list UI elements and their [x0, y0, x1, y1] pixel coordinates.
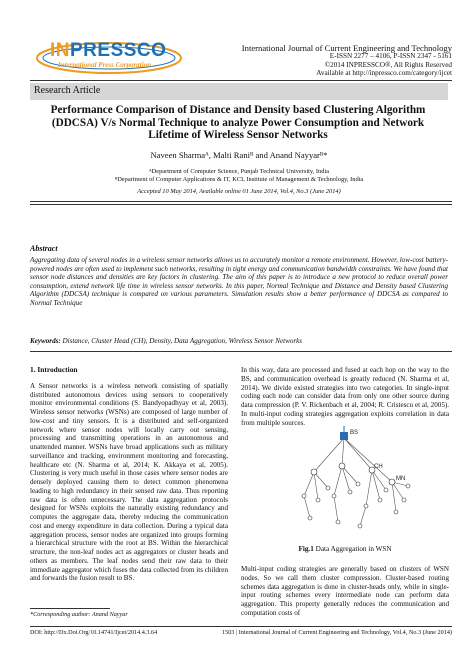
introduction-text: A Sensor networks is a wireless network consisting of spatially distributed autonomous devices using sensors to cooperatively monitor environmental conditions (S. Bandyopadhyay et al, 2003). Wireless sensor networks (WSNs) are composed of large number of low-cost and tiny sensors. It is a distributed and self-organized network where sensor nodes will locally carry out sensing, processing and transmitting operations in an autonomous and unattended manner. WSNs have broad applications such as military surveillance and tracking, environment monitoring and forecasting, healthcare etc (N. Sharma et al, 2014; K. Akkaya et al, 2005). Clustering is very much useful in those cases where sensor nodes are densely deployed causing them to detect common phenomena leading to high redundancy in their sensed raw data. Thus reporting raw data is often unnecessary. The data aggregation protocols designed for WSNs exploits the naturally existing redundancy and computes the aggregate data, thereby reducing the communication cost and energy expenditure in data collection. During a typical data aggregation process, sensor nodes are organized into groups forming a hierarchical structure with the root at BS. Within the hierarchical structure, the non-leaf nodes act as aggregators or cluster heads and others as members. The leaf nodes send their raw data to their immediate aggregator which fuses the data collected from its children and forwards the fusion result to BS.: [30, 381, 228, 583]
affiliations: [30, 168, 448, 183]
right-column-text-top: In this way, data are processed and fused at each hop on the way to the BS, and communication overhead is greatly reduced (N. Sharma et al, 2014). We divide existed strategies into two categories. In single-input coding each node can consider data from only one other source during data compression (P. V. Rickenbach et al, 2004; R. Cristescu et al, 2005). In multi-input coding strategies aggregation exploits correlation in data from multiple sources.: [241, 366, 449, 427]
bs-label: BS: [350, 430, 359, 436]
journal-copyright: ©2014 INPRESSCO®, All Rights Reserved: [324, 60, 452, 69]
right-column-text-bottom: Multi-input coding strategies are generally based on clusters of WSN nodes. So we call them cluster compression. Cluster-based routing schemes data aggregation is done in cluster-heads only, while in single-input routing schemes every intermediate node can perform data aggregation. This property generally reduces the communication and computation costs of: [241, 565, 449, 617]
accepted-line: Accepted 10 May 2014, Available online 01 June 2014, Vol.4, No.3 (June 2014): [137, 188, 341, 195]
page-number-journal: 1503 | International Journal of Current Engineering and Technology, Vol.4, No.3 (June 2014): [222, 629, 452, 636]
journal-issn: E-ISSN 2277 – 4106, P-ISSN 2347 - 5161: [329, 52, 452, 61]
logo-wordmark: INPRESSCO: [50, 40, 167, 61]
keywords-text: Distance, Cluster Head (CH), Density, Data Aggregation, Wireless Sensor Networks: [62, 337, 303, 345]
doi-link[interactable]: DOI: http://Dx.Doi.Org/10.14741/Ijcet/2014.4.3.64: [30, 629, 158, 636]
abstract-rule-top: [30, 201, 452, 202]
abstract-heading: Abstract: [30, 244, 58, 253]
footnote-rule: [30, 608, 110, 609]
logo-tagline: International Press Corporation: [58, 61, 151, 69]
header-rule: [30, 80, 452, 81]
page-footer: [30, 629, 452, 636]
paper-title: Performance Comparison of Distance and Density based Clustering Algorithm (DDCSA) V/s Normal Technique to analyze Power Consumption and Network Lifetime of Wireless Sensor Networks: [50, 104, 426, 142]
figure-caption: [241, 545, 449, 553]
journal-link[interactable]: Available at http://inpressco.com/category/ijcet: [316, 69, 452, 78]
article-type: Research Article: [34, 85, 101, 96]
ch-label: CH: [374, 464, 383, 470]
footer-rule: [30, 626, 452, 627]
abstract-rule-bottom: [30, 351, 452, 352]
authors: Naveen Sharmaᴬ, Malti Raniᴮ and Anand Nayyarᴮ*: [150, 150, 328, 160]
figure-number: Fig.1: [298, 545, 314, 553]
keywords-label: Keywords:: [30, 337, 61, 345]
introduction-heading: 1. Introduction: [30, 365, 78, 374]
journal-info: [242, 44, 452, 78]
wsn-aggregation-figure: [300, 426, 412, 530]
abstract-rule-top-2: [30, 204, 452, 205]
corresponding-author: *Corresponding author: Anand Nayyar: [30, 611, 128, 618]
mn-label: MN: [396, 476, 406, 482]
journal-name: International Journal of Current Engineering and Technology: [241, 43, 452, 53]
figure-caption-text: Data Aggregation in WSN: [313, 545, 392, 553]
affiliation-b: ᴮDepartment of Computer Applications & IT, KCL Institute of Management & Technology, India: [114, 175, 364, 183]
affiliation-a: ᴬDepartment of Computer Science, Punjab Technical University, India: [148, 168, 330, 175]
abstract-text: Aggregating data of several nodes in a wireless sensor networks allows us to accurately monitor a remote environment. However, low-cost battery-powered nodes are often used to implement such networks, resulting in tight energy and communication bandwidth constraints. We have found that sensor node distances and densities are key factors in clustering. The aim of this paper is to introduce a new protocol to reduce overall power consumption, extend network life time in wireless sensor networks. In this paper, Normal Technique and Distance and Density based Clustering Algorithm (DDCSA) technique is compared on various parameters. Simulation results show a better performance of DDCSA as compared to Normal Technique: [30, 256, 448, 307]
keywords: [30, 337, 448, 345]
introduction-section: [30, 366, 228, 583]
